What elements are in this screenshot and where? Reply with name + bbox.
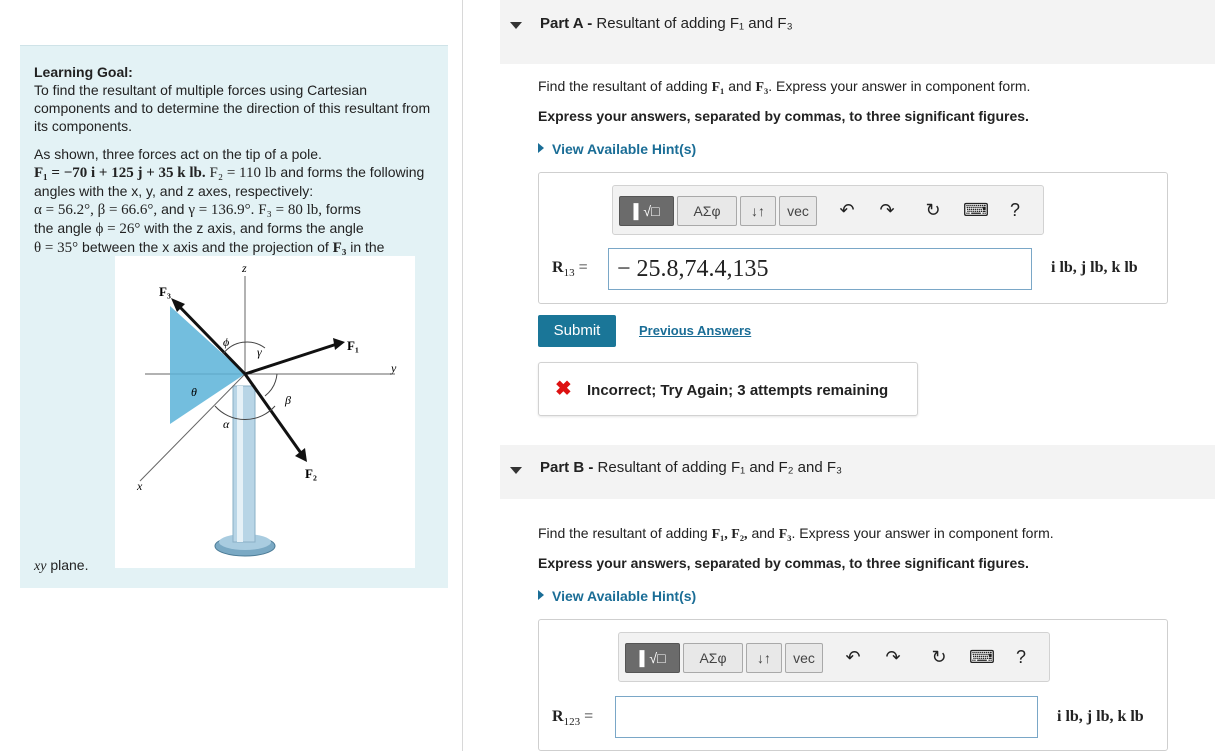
theta-label: θ	[191, 385, 197, 399]
vector-button[interactable]: vec	[785, 643, 823, 673]
and-word: and	[161, 201, 185, 217]
hint-label: View Available Hint(s)	[552, 141, 697, 157]
submit-button[interactable]: Submit	[538, 315, 616, 347]
reset-icon[interactable]: ↻	[925, 200, 941, 220]
column-divider	[462, 0, 463, 751]
angles-equation: α = 56.2°, β = 66.6°,	[34, 202, 158, 218]
r-subscript: 123	[563, 716, 581, 729]
gamma-label: γ	[257, 345, 262, 359]
collapse-caret-icon[interactable]	[510, 22, 522, 29]
r-symbol: R	[552, 708, 564, 725]
learning-goal-text: To find the resultant of multiple forces using Cartesian components and to determine the direction of this resultant from its components.	[34, 82, 431, 134]
part-b-answer-box	[538, 619, 1168, 751]
greek-symbols-button[interactable]: ΑΣφ	[683, 643, 743, 673]
alpha-label: α	[223, 417, 230, 431]
keyboard-icon[interactable]: ⌨	[963, 200, 989, 220]
expand-triangle-icon	[538, 590, 544, 600]
part-b-hint-link[interactable]	[538, 588, 696, 604]
part-b-title	[540, 459, 842, 476]
instruction-text: Find the resultant of adding	[538, 525, 708, 541]
f1-label: F₁	[347, 338, 359, 353]
part-b-instruction	[538, 525, 1054, 543]
feedback-box	[538, 362, 918, 416]
templates-button[interactable]: ▌√□	[625, 643, 680, 673]
forms-word: forms	[325, 201, 361, 217]
and-word: and	[728, 78, 752, 94]
f3-label: F₃	[159, 284, 171, 299]
instruction-text: Find the resultant of adding	[538, 78, 708, 94]
subscript-button[interactable]: ↓↑	[746, 643, 782, 673]
greek-symbols-button[interactable]: ΑΣφ	[677, 196, 737, 226]
f3-text-1: the angle	[34, 220, 92, 236]
problem-statement-tail	[34, 557, 88, 575]
incorrect-x-icon: ✖	[555, 378, 572, 400]
keyboard-icon[interactable]: ⌨	[969, 647, 995, 667]
r-symbol: R	[552, 259, 564, 276]
redo-icon[interactable]: ↷	[879, 200, 895, 220]
f1-symbol: F₁	[711, 80, 725, 95]
part-a-instruction	[538, 78, 1030, 96]
r13-label	[552, 259, 588, 279]
phi-label: ϕ	[223, 335, 230, 349]
math-toolbar	[612, 185, 1044, 235]
part-a-title-text: Resultant of adding F₁ and F₃	[596, 15, 793, 32]
f3-equation: F₃ = 80 lb,	[258, 202, 322, 218]
undo-icon[interactable]: ↶	[839, 200, 855, 220]
part-a-title	[540, 15, 793, 32]
reset-icon[interactable]: ↻	[931, 647, 947, 667]
r123-label	[552, 708, 593, 728]
expand-triangle-icon	[538, 143, 544, 153]
learning-goal-title: Learning Goal:	[34, 64, 133, 80]
part-a-answer-box	[538, 172, 1168, 304]
z-label: z	[242, 261, 247, 275]
r123-answer-input[interactable]	[615, 696, 1038, 738]
y-label: y	[391, 361, 397, 375]
part-a-hint-link[interactable]	[538, 141, 696, 157]
vector-button[interactable]: vec	[779, 196, 817, 226]
templates-button[interactable]: ▌√□	[619, 196, 674, 226]
instruction-text-post: . Express your answer in component form.	[791, 525, 1054, 541]
f3-symbol: F₃	[778, 527, 792, 542]
f3-text-2: with the z axis, and forms the angle	[144, 220, 364, 236]
f2-text: and forms the following angles with the x, y, and z axes, respectively:	[34, 164, 425, 199]
help-icon[interactable]: ?	[1009, 200, 1020, 220]
part-b-title-text: Resultant of adding F₁ and F₂ and F₃	[597, 459, 843, 476]
help-icon[interactable]: ?	[1015, 647, 1026, 667]
redo-icon[interactable]: ↷	[885, 647, 901, 667]
instruction-text-post: . Express your answer in component form.	[768, 78, 1031, 94]
r13-units: i lb, j lb, k lb	[1051, 259, 1138, 276]
part-a-label: Part A -	[540, 15, 593, 32]
f3-text-3: between the x axis and the projection of	[82, 239, 329, 255]
f2-label: F₂	[305, 466, 317, 481]
feedback-message: Incorrect; Try Again; 3 attempts remaining	[587, 382, 889, 399]
part-b-format-instruction: Express your answers, separated by commas, to three significant figures.	[538, 555, 1029, 571]
phi-equation: ϕ = 26°	[95, 221, 141, 237]
f3-symbol: F₃	[755, 80, 769, 95]
and-word: and	[751, 525, 775, 541]
force-symbols: F₁, F₂,	[711, 527, 748, 542]
previous-answers-link[interactable]: Previous Answers	[639, 323, 752, 338]
hint-label: View Available Hint(s)	[552, 588, 697, 604]
theta-equation: θ = 35°	[34, 240, 79, 256]
f1-equation: F₁ = −70 i + 125 j + 35 k lb.	[34, 165, 206, 181]
subscript-button[interactable]: ↓↑	[740, 196, 776, 226]
plane-word: plane.	[50, 557, 89, 573]
beta-label: β	[285, 393, 291, 407]
problem-intro: As shown, three forces act on the tip of a pole.	[34, 146, 322, 162]
r-subscript: 13	[563, 267, 575, 280]
f3-symbol: F₃	[332, 240, 347, 256]
r13-answer-input[interactable]: − 25.8,74.4,135	[608, 248, 1032, 290]
equals-sign: =	[584, 708, 594, 725]
r123-units: i lb, j lb, k lb	[1057, 708, 1144, 725]
math-toolbar	[618, 632, 1050, 682]
x-label: x	[137, 479, 143, 493]
part-a-format-instruction: Express your answers, separated by commas, to three significant figures.	[538, 108, 1029, 124]
learning-goal-panel	[20, 45, 448, 588]
problem-statement	[34, 145, 439, 257]
xy-math: xy	[34, 559, 47, 574]
part-b-label: Part B -	[540, 459, 594, 476]
equals-sign: =	[578, 259, 588, 276]
part-a-header[interactable]	[500, 0, 1215, 64]
gamma-equation: γ = 136.9°.	[188, 202, 255, 218]
pole-forces-figure	[115, 256, 415, 568]
undo-icon[interactable]: ↶	[845, 647, 861, 667]
f3-text-4: in the	[350, 239, 385, 255]
collapse-caret-icon[interactable]	[510, 467, 522, 474]
pole	[233, 386, 255, 542]
part-b-header[interactable]	[500, 445, 1215, 499]
f2-equation: F₂ = 110 lb	[209, 165, 277, 181]
